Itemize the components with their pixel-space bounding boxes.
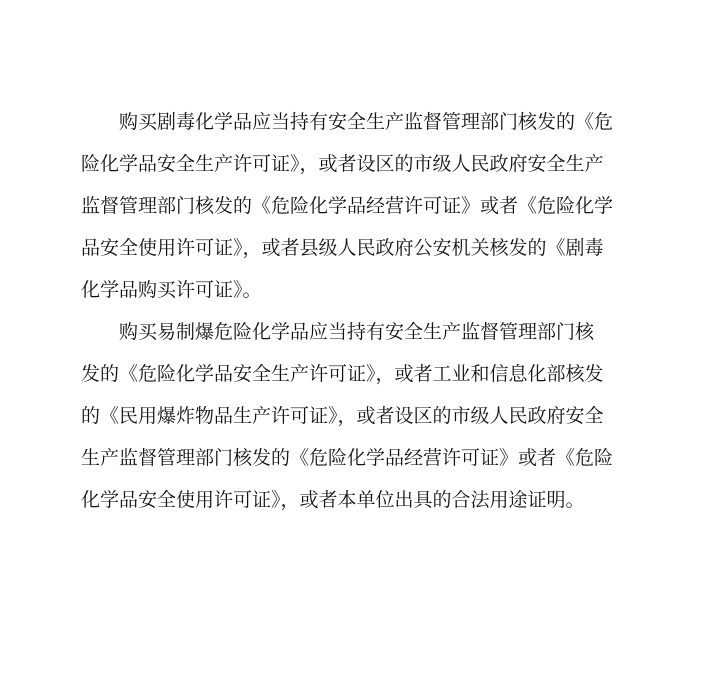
- paragraph-line: 化学品安全使用许可证》，或者本单位出具的合法用途证明。: [81, 489, 585, 511]
- paragraph-line: 生产监督管理部门核发的《危险化学品经营许可证》或者《危险: [81, 447, 614, 469]
- paragraph-line: 发的《危险化学品安全生产许可证》，或者工业和信息化部核发: [81, 363, 604, 385]
- paragraph-line: 险化学品安全生产许可证》，或者设区的市级人民政府安全生产: [81, 153, 604, 175]
- paragraph-1: [81, 101, 641, 311]
- paragraph-line: 化学品购买许可证》。: [81, 279, 262, 301]
- paragraph-2: [81, 311, 641, 521]
- document-body: [81, 101, 641, 521]
- paragraph-line: 品安全使用许可证》，或者县级人民政府公安机关核发的《剧毒: [81, 237, 604, 259]
- paragraph-line: 的《民用爆炸物品生产许可证》，或者设区的市级人民政府安全: [81, 405, 604, 427]
- paragraph-line: 购买剧毒化学品应当持有安全生产监督管理部门核发的《危: [119, 111, 614, 133]
- paragraph-line: 购买易制爆危险化学品应当持有安全生产监督管理部门核: [119, 321, 595, 343]
- paragraph-line: 监督管理部门核发的《危险化学品经营许可证》或者《危险化学: [81, 195, 614, 217]
